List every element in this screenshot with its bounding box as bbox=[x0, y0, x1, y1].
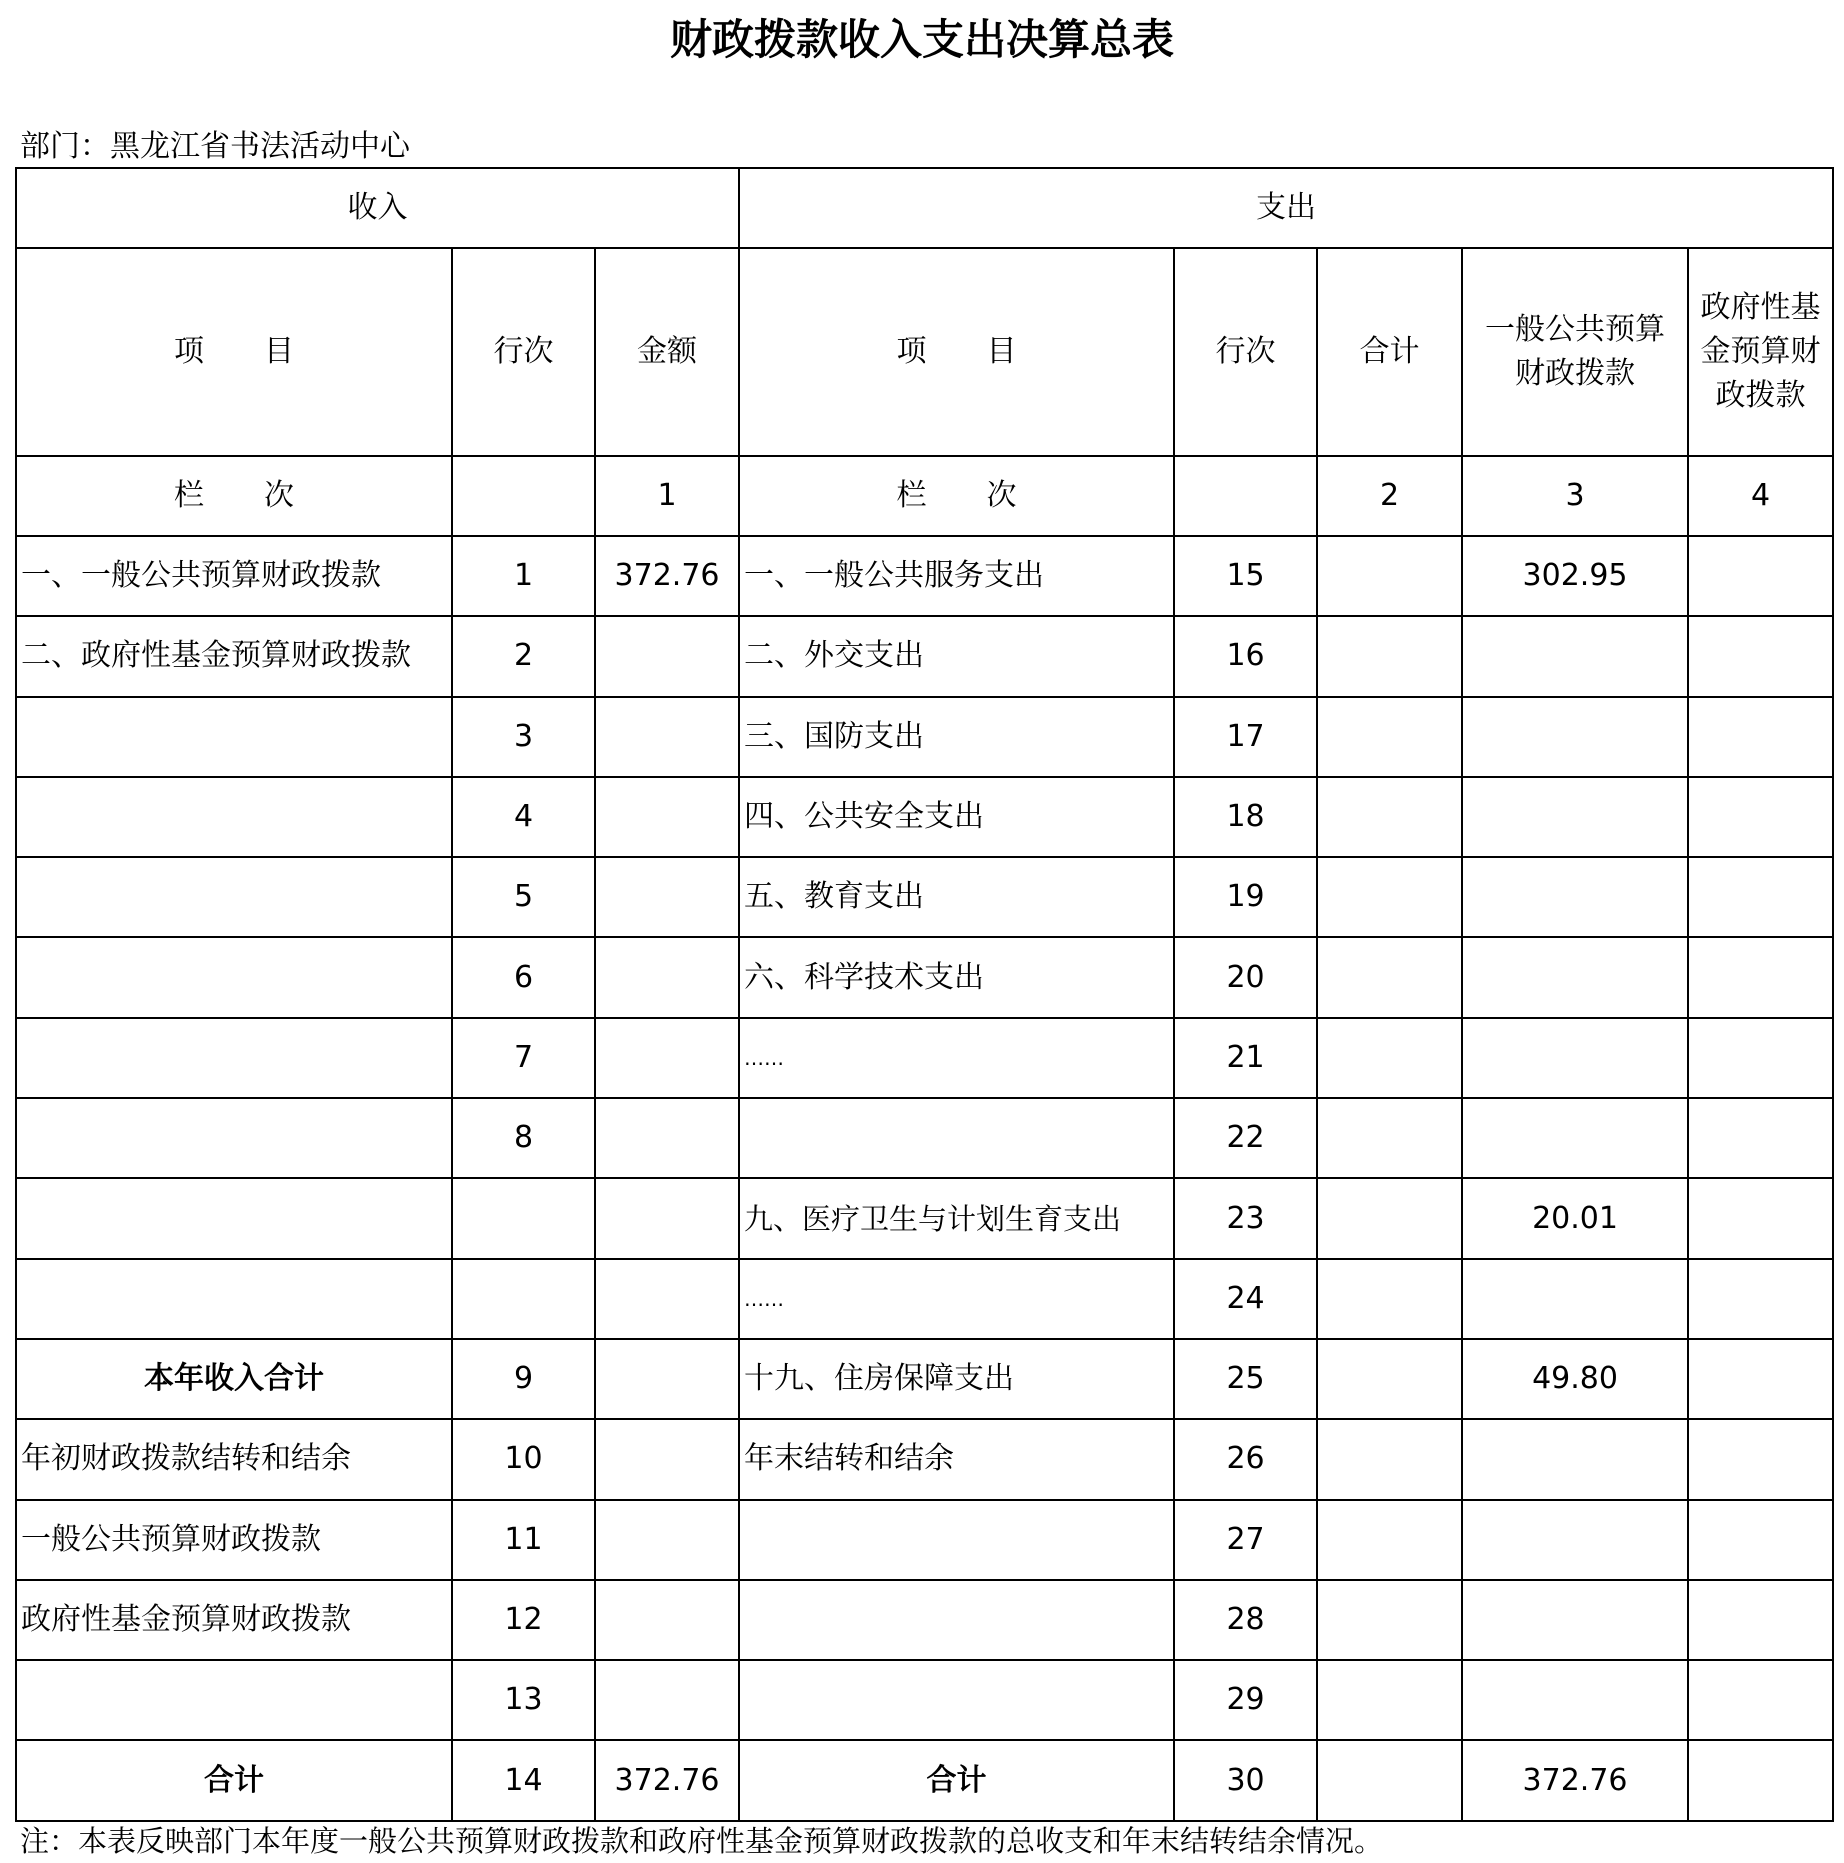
income-item bbox=[16, 1018, 452, 1098]
table-row-total bbox=[16, 1740, 1833, 1820]
expense-item bbox=[739, 1660, 1174, 1740]
income-row-no: 6 bbox=[452, 937, 595, 1017]
expense-total bbox=[1317, 1660, 1462, 1740]
expense-row-no: 28 bbox=[1174, 1580, 1317, 1660]
table-row bbox=[16, 697, 1833, 777]
income-row-no: 1 bbox=[452, 536, 595, 616]
expense-total bbox=[1317, 1339, 1462, 1419]
expense-row-no: 21 bbox=[1174, 1018, 1317, 1098]
income-row-no: 11 bbox=[452, 1500, 595, 1580]
expense-row-no: 16 bbox=[1174, 616, 1317, 696]
expense-general-budget-header: 一般公共预算财政拨款 bbox=[1462, 248, 1688, 456]
table-row bbox=[16, 1660, 1833, 1740]
income-total-amount: 372.76 bbox=[595, 1740, 739, 1820]
income-row-no: 9 bbox=[452, 1339, 595, 1419]
expense-general bbox=[1462, 1500, 1688, 1580]
table-row bbox=[16, 1259, 1833, 1339]
expense-fund bbox=[1688, 536, 1833, 616]
expense-fund bbox=[1688, 616, 1833, 696]
expense-total-header: 合计 bbox=[1317, 248, 1462, 456]
expense-total-col-no: 2 bbox=[1317, 456, 1462, 536]
income-amount bbox=[595, 1259, 739, 1339]
table-row bbox=[16, 1178, 1833, 1258]
expense-total bbox=[1317, 1580, 1462, 1660]
expense-general bbox=[1462, 777, 1688, 857]
income-row-no: 8 bbox=[452, 1098, 595, 1178]
expense-fund bbox=[1688, 1018, 1833, 1098]
expense-total bbox=[1317, 616, 1462, 696]
table-row bbox=[16, 536, 1833, 616]
expense-fund bbox=[1688, 857, 1833, 937]
income-row-no: 5 bbox=[452, 857, 595, 937]
income-amount-header: 金额 bbox=[595, 248, 739, 456]
expense-general bbox=[1462, 1419, 1688, 1499]
income-amount-col-no: 1 bbox=[595, 456, 739, 536]
table-row bbox=[16, 777, 1833, 857]
expense-total bbox=[1317, 937, 1462, 1017]
expense-fund bbox=[1688, 1178, 1833, 1258]
expense-row-no: 20 bbox=[1174, 937, 1317, 1017]
expense-column-label: 栏 次 bbox=[739, 456, 1174, 536]
expense-row-no: 19 bbox=[1174, 857, 1317, 937]
income-amount bbox=[595, 697, 739, 777]
expense-fund bbox=[1688, 1740, 1833, 1820]
expense-general bbox=[1462, 616, 1688, 696]
expense-item: 五、教育支出 bbox=[739, 857, 1174, 937]
income-row-no: 4 bbox=[452, 777, 595, 857]
income-item bbox=[16, 1660, 452, 1740]
expense-total bbox=[1317, 1259, 1462, 1339]
fiscal-summary-table bbox=[15, 167, 1834, 1822]
table-row bbox=[16, 1580, 1833, 1660]
expense-total bbox=[1317, 1018, 1462, 1098]
income-item: 年初财政拨款结转和结余 bbox=[16, 1419, 452, 1499]
expense-total bbox=[1317, 1419, 1462, 1499]
income-amount bbox=[595, 1339, 739, 1419]
header-row-column-numbers bbox=[16, 456, 1833, 536]
expense-row-no: 26 bbox=[1174, 1419, 1317, 1499]
table-row bbox=[16, 1098, 1833, 1178]
income-item: 二、政府性基金预算财政拨款 bbox=[16, 616, 452, 696]
expense-general: 302.95 bbox=[1462, 536, 1688, 616]
expense-total bbox=[1317, 697, 1462, 777]
expense-item: 三、国防支出 bbox=[739, 697, 1174, 777]
expense-general: 20.01 bbox=[1462, 1178, 1688, 1258]
income-row-no: 13 bbox=[452, 1660, 595, 1740]
expense-fund bbox=[1688, 937, 1833, 1017]
income-amount bbox=[595, 1098, 739, 1178]
expense-row-no-header: 行次 bbox=[1174, 248, 1317, 456]
expense-row-no: 23 bbox=[1174, 1178, 1317, 1258]
table-row bbox=[16, 616, 1833, 696]
income-amount bbox=[595, 1018, 739, 1098]
expense-general: 49.80 bbox=[1462, 1339, 1688, 1419]
expense-fund bbox=[1688, 1339, 1833, 1419]
table-row bbox=[16, 1500, 1833, 1580]
expense-total bbox=[1317, 1178, 1462, 1258]
expense-general bbox=[1462, 1660, 1688, 1740]
expense-item-header: 项 目 bbox=[739, 248, 1174, 456]
expense-total bbox=[1317, 536, 1462, 616]
income-item: 政府性基金预算财政拨款 bbox=[16, 1580, 452, 1660]
expense-row-no: 18 bbox=[1174, 777, 1317, 857]
income-row-no: 10 bbox=[452, 1419, 595, 1499]
income-item bbox=[16, 1098, 452, 1178]
income-section-header: 收入 bbox=[16, 168, 739, 248]
income-item bbox=[16, 1178, 452, 1258]
expense-item: …… bbox=[739, 1259, 1174, 1339]
expense-item bbox=[739, 1580, 1174, 1660]
table-row bbox=[16, 1018, 1833, 1098]
income-amount bbox=[595, 1419, 739, 1499]
income-row-no bbox=[452, 1259, 595, 1339]
income-item: 一般公共预算财政拨款 bbox=[16, 1500, 452, 1580]
income-row-no-blank bbox=[452, 456, 595, 536]
income-amount bbox=[595, 616, 739, 696]
expense-row-no: 22 bbox=[1174, 1098, 1317, 1178]
expense-fund bbox=[1688, 1419, 1833, 1499]
expense-fund bbox=[1688, 697, 1833, 777]
expense-total bbox=[1317, 857, 1462, 937]
expense-item: 年末结转和结余 bbox=[739, 1419, 1174, 1499]
income-column-label: 栏 次 bbox=[16, 456, 452, 536]
expense-item: 四、公共安全支出 bbox=[739, 777, 1174, 857]
expense-row-no: 27 bbox=[1174, 1500, 1317, 1580]
expense-section-header: 支出 bbox=[739, 168, 1833, 248]
table-row bbox=[16, 1339, 1833, 1419]
income-amount bbox=[595, 937, 739, 1017]
income-amount bbox=[595, 1178, 739, 1258]
income-item-header: 项 目 bbox=[16, 248, 452, 456]
income-item bbox=[16, 857, 452, 937]
income-amount: 372.76 bbox=[595, 536, 739, 616]
income-item bbox=[16, 1259, 452, 1339]
expense-item: 九、医疗卫生与计划生育支出 bbox=[739, 1178, 1174, 1258]
expense-fund-col-no: 4 bbox=[1688, 456, 1833, 536]
expense-total bbox=[1317, 777, 1462, 857]
income-item bbox=[16, 777, 452, 857]
expense-fund bbox=[1688, 777, 1833, 857]
expense-row-no: 15 bbox=[1174, 536, 1317, 616]
expense-general-total: 372.76 bbox=[1462, 1740, 1688, 1820]
expense-general bbox=[1462, 1259, 1688, 1339]
expense-fund bbox=[1688, 1500, 1833, 1580]
expense-gov-fund-header: 政府性基金预算财政拨款 bbox=[1688, 248, 1833, 456]
expense-general bbox=[1462, 1580, 1688, 1660]
expense-row-no: 25 bbox=[1174, 1339, 1317, 1419]
income-row-no: 14 bbox=[452, 1740, 595, 1820]
expense-row-no: 29 bbox=[1174, 1660, 1317, 1740]
expense-item bbox=[739, 1098, 1174, 1178]
table-row bbox=[16, 937, 1833, 1017]
header-row-columns bbox=[16, 248, 1833, 456]
income-amount bbox=[595, 777, 739, 857]
footnote: 注：本表反映部门本年度一般公共预算财政拨款和政府性基金预算财政拨款的总收支和年末结转结余情况。 bbox=[20, 1824, 1384, 1858]
income-amount bbox=[595, 857, 739, 937]
income-amount bbox=[595, 1580, 739, 1660]
income-item bbox=[16, 697, 452, 777]
expense-item: 六、科学技术支出 bbox=[739, 937, 1174, 1017]
expense-general-col-no: 3 bbox=[1462, 456, 1688, 536]
expense-fund bbox=[1688, 1660, 1833, 1740]
income-amount bbox=[595, 1500, 739, 1580]
expense-general bbox=[1462, 857, 1688, 937]
expense-item: 二、外交支出 bbox=[739, 616, 1174, 696]
income-row-no: 12 bbox=[452, 1580, 595, 1660]
income-subtotal-label: 本年收入合计 bbox=[16, 1339, 452, 1419]
expense-fund bbox=[1688, 1580, 1833, 1660]
expense-row-no: 17 bbox=[1174, 697, 1317, 777]
expense-general bbox=[1462, 1018, 1688, 1098]
page-title: 财政拨款收入支出决算总表 bbox=[669, 15, 1174, 64]
income-item: 一、一般公共预算财政拨款 bbox=[16, 536, 452, 616]
expense-row-no-blank bbox=[1174, 456, 1317, 536]
department-label: 部门：黑龙江省书法活动中心 bbox=[20, 129, 410, 164]
expense-total-label: 合计 bbox=[739, 1740, 1174, 1820]
expense-row-no: 30 bbox=[1174, 1740, 1317, 1820]
expense-fund bbox=[1688, 1098, 1833, 1178]
expense-item: 一、一般公共服务支出 bbox=[739, 536, 1174, 616]
income-total-label: 合计 bbox=[16, 1740, 452, 1820]
expense-item bbox=[739, 1500, 1174, 1580]
income-item bbox=[16, 937, 452, 1017]
expense-total bbox=[1317, 1500, 1462, 1580]
income-amount bbox=[595, 1660, 739, 1740]
header-row-sections bbox=[16, 168, 1833, 248]
expense-item: 十九、住房保障支出 bbox=[739, 1339, 1174, 1419]
income-row-no: 7 bbox=[452, 1018, 595, 1098]
income-row-no: 2 bbox=[452, 616, 595, 696]
income-row-no: 3 bbox=[452, 697, 595, 777]
expense-general bbox=[1462, 937, 1688, 1017]
table-row bbox=[16, 1419, 1833, 1499]
table-row bbox=[16, 857, 1833, 937]
expense-item: …… bbox=[739, 1018, 1174, 1098]
income-row-no-header: 行次 bbox=[452, 248, 595, 456]
expense-row-no: 24 bbox=[1174, 1259, 1317, 1339]
expense-general bbox=[1462, 697, 1688, 777]
expense-total bbox=[1317, 1098, 1462, 1178]
income-row-no bbox=[452, 1178, 595, 1258]
expense-fund bbox=[1688, 1259, 1833, 1339]
expense-general bbox=[1462, 1098, 1688, 1178]
expense-total bbox=[1317, 1740, 1462, 1820]
